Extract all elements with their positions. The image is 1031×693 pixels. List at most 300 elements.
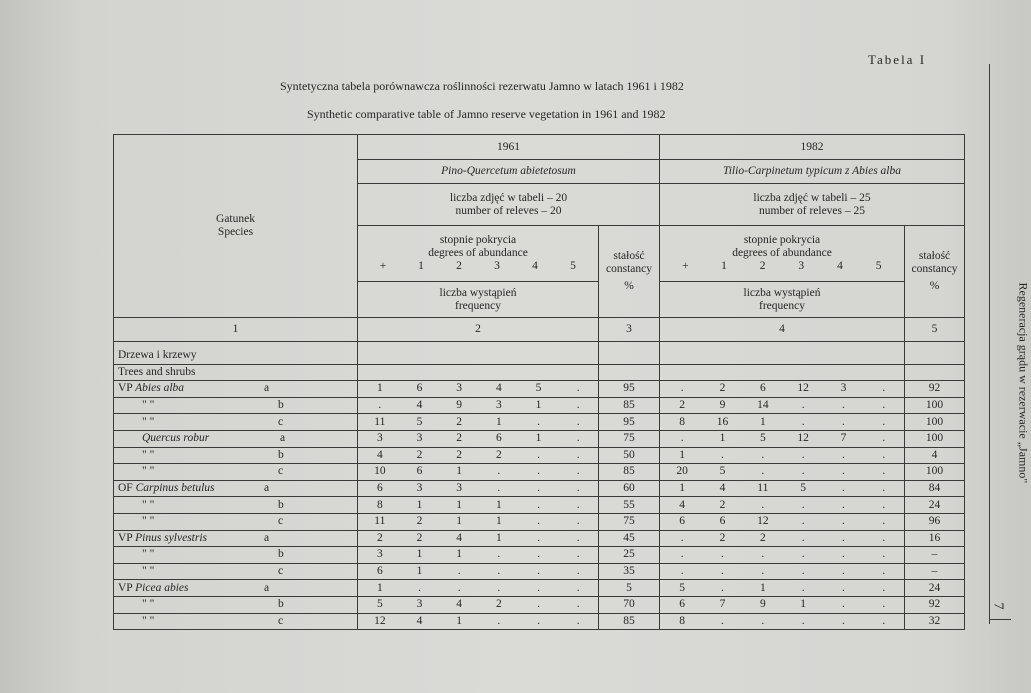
abundance-value: 8 [679, 614, 686, 627]
abundance-value: . [497, 548, 501, 561]
species-name: " " [142, 415, 155, 428]
vegetation-table [113, 134, 965, 630]
abundance-value: 5 [759, 432, 766, 445]
species-cell [114, 580, 358, 597]
abundance-value: 1 [456, 498, 463, 511]
abundance-value: . [576, 515, 580, 528]
abundance-value: 2 [679, 399, 686, 412]
abundance-value: . [418, 581, 421, 594]
year-1961: 1961 [358, 135, 660, 160]
constancy-1982 [905, 226, 965, 318]
constancy-1961-value: 85 [599, 464, 660, 481]
constancy-1961-value: 95 [599, 381, 660, 398]
layer-label: a [280, 432, 286, 445]
abundance-1961 [358, 226, 599, 282]
abundance-values-1961 [358, 464, 599, 481]
abund-col: 2 [759, 260, 766, 272]
abundance-label-pl: stopnie pokrycia [439, 234, 517, 246]
layer-label: c [278, 515, 284, 528]
constancy-1961-value: 25 [599, 547, 660, 564]
abund-col: 1 [721, 260, 727, 272]
table-row [114, 464, 965, 481]
species-cell [114, 497, 358, 514]
table-row [114, 596, 965, 613]
abundance-value: 1 [376, 382, 383, 395]
constancy-1982-value: 92 [905, 381, 965, 398]
abundance-value: . [882, 598, 886, 611]
abundance-value: 2 [376, 531, 383, 544]
abundance-value: 1 [679, 448, 686, 461]
abundance-value: . [801, 448, 805, 461]
abundance-value: 10 [374, 465, 386, 478]
table-row [114, 613, 965, 630]
constancy-1961-value: 85 [599, 613, 660, 630]
abundance-value: . [882, 498, 886, 511]
abundance-value: 3 [416, 482, 423, 495]
constancy-1961-value: 70 [599, 596, 660, 613]
abundance-value: 6 [376, 565, 383, 578]
constancy-1961-value: 5 [599, 580, 660, 597]
abundance-value: . [457, 581, 461, 594]
frequency-label-pl: liczba wystąpień [743, 286, 821, 299]
abundance-value: . [680, 382, 684, 395]
constancy-1961-value: 55 [599, 497, 660, 514]
abundance-value: . [761, 498, 765, 511]
constancy-1982-value: 92 [905, 596, 965, 613]
abundance-value: 5 [376, 598, 383, 611]
abundance-value: . [882, 565, 886, 578]
abundance-value: . [842, 498, 845, 511]
species-cell [114, 464, 358, 481]
constancy-1982-value: 100 [905, 414, 965, 431]
abundance-value: . [576, 581, 580, 594]
abundance-value: . [842, 415, 845, 428]
abundance-value: . [882, 399, 886, 412]
layer-label: b [278, 399, 284, 412]
abundance-value: 3 [416, 432, 423, 445]
abundance-values-1961 [358, 381, 599, 398]
abundance-value: . [576, 531, 580, 544]
layer-label: b [278, 598, 284, 611]
abundance-value: . [761, 448, 765, 461]
table-row [114, 530, 965, 547]
abundance-value: . [537, 465, 540, 478]
abundance-value: . [801, 581, 805, 594]
abundance-value: 4 [416, 614, 423, 627]
abundance-value: . [801, 399, 805, 412]
abundance-values-1961 [358, 397, 599, 414]
abundance-value: . [801, 498, 805, 511]
abundance-value: 1 [456, 614, 463, 627]
abundance-value: 12 [757, 515, 769, 528]
year-1982: 1982 [660, 135, 965, 160]
abundance-value: 12 [797, 432, 809, 445]
abundance-value: . [576, 448, 580, 461]
abundance-value: 3 [416, 598, 423, 611]
constancy-label-en: constancy [911, 263, 958, 275]
layer-label: b [278, 448, 284, 461]
species-name: VP Picea abies [118, 581, 189, 594]
abundance-value: . [882, 531, 886, 544]
abundance-value: 12 [374, 614, 386, 627]
abund-col: 5 [570, 260, 576, 272]
abundance-values-1961 [358, 414, 599, 431]
abundance-values-1982 [660, 563, 905, 580]
abundance-value: . [537, 415, 540, 428]
abundance-value: . [721, 614, 724, 627]
abundance-value: . [497, 482, 501, 495]
constancy-1961-value: 35 [599, 563, 660, 580]
table-row [114, 430, 965, 447]
abundance-value: 5 [719, 465, 726, 478]
species-name: " " [142, 515, 155, 528]
species-label-en: Species [217, 226, 254, 238]
abundance-value: . [576, 399, 580, 412]
abundance-value: 4 [456, 598, 463, 611]
species-name: " " [142, 399, 155, 412]
constancy-1961-value: 50 [599, 447, 660, 464]
abundance-value: 9 [456, 399, 463, 412]
abundance-value: 2 [495, 448, 502, 461]
abundance-value: . [721, 448, 724, 461]
abundance-values-1982 [660, 397, 905, 414]
abundance-value: 6 [679, 515, 686, 528]
abundance-value: . [721, 548, 724, 561]
abundance-value: 3 [456, 382, 463, 395]
abund-col: + [682, 260, 689, 272]
abundance-value: . [537, 598, 540, 611]
releves-1982-pl: liczba zdjęć w tabeli – 25 [753, 191, 871, 204]
abundance-value: 1 [495, 415, 502, 428]
abundance-value: 8 [679, 415, 686, 428]
constancy-1961-value: 85 [599, 397, 660, 414]
abundance-value: 16 [716, 415, 729, 428]
species-cell [114, 563, 358, 580]
caption-polish: Syntetyczna tabela porównawcza roślinności rezerwatu Jamno w latach 1961 i 1982 [280, 79, 684, 93]
abundance-value: . [576, 482, 580, 495]
abundance-value: . [842, 465, 845, 478]
abundance-values-1961 [358, 430, 599, 447]
abundance-values-1982 [660, 547, 905, 564]
abundance-value: . [801, 415, 805, 428]
abundance-value: 2 [759, 531, 766, 544]
abundance-values-1961 [358, 447, 599, 464]
abundance-value: . [882, 482, 886, 495]
abundance-values-1961 [358, 580, 599, 597]
abundance-value: 7 [719, 598, 726, 611]
abundance-value: 11 [374, 515, 386, 528]
table-row [114, 397, 965, 414]
species-cell [114, 447, 358, 464]
abundance-values-1982 [660, 613, 905, 630]
species-name: OF Carpinus betulus [118, 482, 215, 495]
abundance-value: . [801, 515, 805, 528]
abundance-value: 6 [679, 598, 686, 611]
abundance-value: 3 [456, 482, 463, 495]
abundance-label-en: degrees of abundance [428, 247, 528, 259]
frequency-label-pl: liczba wystąpień [439, 286, 517, 299]
abundance-value: . [801, 548, 805, 561]
abundance-value: 1 [759, 415, 766, 428]
abundance-value: 1 [679, 482, 686, 495]
abundance-value: 6 [719, 515, 726, 528]
constancy-label-pl: stałość [613, 250, 645, 262]
species-cell [114, 397, 358, 414]
abundance-value: 2 [416, 448, 423, 461]
table-row [114, 447, 965, 464]
species-name: VP Pinus sylvestris [118, 531, 208, 544]
abundance-value: 3 [495, 399, 502, 412]
abundance-value: 1 [535, 399, 542, 412]
abundance-values-1982 [660, 480, 905, 497]
constancy-1961-value: 75 [599, 513, 660, 530]
abundance-value: . [842, 515, 845, 528]
frequency-1961 [358, 282, 599, 318]
table-number: Tabela I [868, 52, 927, 67]
abundance-value: 1 [535, 432, 542, 445]
abundance-value: 14 [757, 399, 769, 412]
species-name: VP Abies alba [118, 382, 185, 395]
abundance-cols-1961 [358, 260, 598, 273]
abundance-value: . [537, 515, 540, 528]
table-row [114, 547, 965, 564]
abundance-value: . [497, 581, 501, 594]
abundance-value: 5 [416, 415, 423, 428]
abundance-value: 9 [719, 399, 726, 412]
page-number: 7 [990, 602, 1006, 610]
association-1982 [660, 160, 965, 184]
species-header [114, 135, 358, 318]
abundance-values-1982 [660, 497, 905, 514]
table-row [114, 381, 965, 398]
abundance-value: 1 [759, 581, 766, 594]
constancy-1982-value: – [905, 563, 965, 580]
abundance-value: . [761, 465, 765, 478]
abundance-value: 1 [416, 548, 423, 561]
association-1961 [358, 160, 660, 184]
constancy-label-en: constancy [606, 263, 652, 275]
abundance-value: . [576, 548, 580, 561]
abund-col: 2 [456, 260, 462, 272]
abundance-value: . [761, 548, 765, 561]
abundance-value: 2 [495, 598, 502, 611]
abund-col: 4 [837, 260, 843, 272]
table-row [114, 580, 965, 597]
abundance-values-1982 [660, 381, 905, 398]
abundance-value: 2 [416, 531, 423, 544]
abundance-value: 5 [535, 382, 542, 395]
col-num-4: 4 [660, 318, 905, 342]
abundance-value: 2 [456, 448, 463, 461]
abundance-value: . [842, 531, 845, 544]
constancy-1961-value: 75 [599, 430, 660, 447]
constancy-1982-value: 100 [905, 464, 965, 481]
abundance-values-1982 [660, 430, 905, 447]
abundance-values-1982 [660, 464, 905, 481]
abund-col: 1 [418, 260, 424, 272]
abundance-values-1982 [660, 530, 905, 547]
abund-col: 4 [532, 260, 538, 272]
layer-label: b [278, 548, 284, 561]
abundance-value: . [680, 531, 684, 544]
abundance-value: 1 [416, 565, 423, 578]
abundance-values-1961 [358, 480, 599, 497]
abundance-value: . [882, 465, 886, 478]
constancy-1982-value: 100 [905, 397, 965, 414]
abundance-value: . [537, 448, 540, 461]
abundance-value: 1 [376, 581, 383, 594]
abundance-value: 1 [456, 548, 463, 561]
abundance-value: . [801, 614, 805, 627]
page-number-rule [989, 619, 1011, 620]
abundance-value: 20 [676, 465, 688, 478]
abundance-value: . [842, 565, 845, 578]
abundance-value: 1 [456, 515, 463, 528]
abundance-value: . [537, 614, 540, 627]
abund-col: 5 [875, 260, 882, 272]
layer-label: c [278, 465, 284, 478]
table-row [114, 480, 965, 497]
abundance-values-1982 [660, 513, 905, 530]
abundance-values-1961 [358, 530, 599, 547]
abundance-value: . [457, 565, 461, 578]
abundance-label-pl: stopnie pokrycia [743, 234, 821, 246]
abundance-values-1982 [660, 414, 905, 431]
abundance-value: . [680, 432, 684, 445]
col-num-1: 1 [114, 318, 358, 342]
abundance-value: . [576, 465, 580, 478]
abundance-value: 1 [456, 465, 463, 478]
constancy-unit: % [929, 280, 940, 292]
abundance-value: 2 [719, 498, 726, 511]
species-cell [114, 381, 358, 398]
abundance-value: . [842, 598, 845, 611]
abundance-value: . [576, 498, 580, 511]
abundance-value: 8 [376, 498, 383, 511]
species-name: " " [142, 465, 155, 478]
col-num-5: 5 [905, 318, 965, 342]
constancy-1982-value: 84 [905, 480, 965, 497]
abundance-value: 1 [416, 498, 423, 511]
constancy-1982-value: 96 [905, 513, 965, 530]
side-rule [989, 64, 990, 624]
species-name: " " [142, 448, 155, 461]
abundance-value: 11 [757, 482, 769, 495]
constancy-1982-value: – [905, 547, 965, 564]
abundance-value: . [882, 432, 886, 445]
abundance-value: 9 [759, 598, 766, 611]
abundance-value: 4 [495, 382, 502, 395]
constancy-1982-value: 4 [905, 447, 965, 464]
layer-label: c [278, 415, 284, 428]
species-cell [114, 430, 358, 447]
layer-label: a [264, 482, 270, 495]
caption-english: Synthetic comparative table of Jamno reserve vegetation in 1961 and 1982 [307, 107, 666, 121]
col-num-2: 2 [358, 318, 599, 342]
abundance-value: . [842, 482, 845, 495]
abundance-value: . [801, 465, 805, 478]
constancy-1961 [599, 226, 660, 318]
constancy-1982-value: 24 [905, 580, 965, 597]
species-name: " " [142, 498, 155, 511]
abundance-value: 6 [759, 382, 766, 395]
abundance-value: 5 [800, 482, 807, 495]
abundance-values-1961 [358, 613, 599, 630]
species-cell [114, 530, 358, 547]
abund-col: 3 [798, 260, 805, 272]
abundance-values-1982 [660, 580, 905, 597]
abundance-value: . [842, 548, 845, 561]
constancy-1982-value: 32 [905, 613, 965, 630]
layer-label: a [264, 531, 270, 544]
abundance-value: . [497, 565, 501, 578]
species-cell [114, 414, 358, 431]
abundance-values-1961 [358, 563, 599, 580]
abundance-value: . [842, 399, 845, 412]
releves-1961-en: number of releves – 20 [455, 204, 562, 217]
species-label-pl: Gatunek [216, 213, 255, 225]
abundance-value: 7 [840, 432, 847, 445]
table-row [114, 414, 965, 431]
abundance-value: 11 [374, 415, 386, 428]
abundance-value: . [576, 382, 580, 395]
abundance-value: . [497, 614, 501, 627]
abundance-values-1961 [358, 513, 599, 530]
species-cell [114, 513, 358, 530]
association-1961-name: Pino-Quercetum abietetosum [441, 165, 576, 177]
abundance-value: . [537, 565, 540, 578]
abundance-value: . [882, 614, 886, 627]
abundance-value: 2 [416, 515, 423, 528]
table-row [114, 513, 965, 530]
abundance-value: . [721, 581, 724, 594]
constancy-1961-value: 95 [599, 414, 660, 431]
abundance-value: . [761, 565, 765, 578]
table-row [114, 497, 965, 514]
releves-1982-en: number of releves – 25 [758, 204, 866, 217]
abundance-value: 3 [376, 432, 383, 445]
group-label-pl: Drzewa i krzewy [114, 342, 358, 365]
releves-1961-pl: liczba zdjęć w tabeli – 20 [449, 191, 568, 204]
abundance-value: . [882, 448, 886, 461]
abundance-value: 1 [495, 498, 502, 511]
abundance-values-1961 [358, 497, 599, 514]
abundance-1982 [660, 226, 905, 282]
frequency-label-en: frequency [455, 299, 501, 312]
abundance-value: . [882, 548, 886, 561]
constancy-unit: % [624, 280, 634, 292]
species-cell [114, 547, 358, 564]
abundance-value: 4 [679, 498, 686, 511]
abundance-value: . [576, 614, 580, 627]
constancy-label-pl: stałość [918, 250, 951, 262]
abundance-value: . [842, 581, 845, 594]
abundance-value: 1 [495, 531, 502, 544]
abund-col: + [379, 260, 387, 272]
abundance-value: . [537, 498, 540, 511]
abund-col: 3 [494, 260, 500, 272]
species-name: " " [142, 598, 155, 611]
layer-label: a [264, 382, 270, 395]
group-label-en: Trees and shrubs [114, 364, 358, 381]
abundance-value: . [497, 465, 501, 478]
association-1982-name: Tilio-Carpinetum typicum z Abies alba [722, 165, 902, 177]
species-cell [114, 596, 358, 613]
abundance-value: . [842, 448, 845, 461]
abundance-value: . [882, 515, 886, 528]
abundance-label-en: degrees of abundance [732, 247, 832, 259]
species-name: Quercus robur [142, 432, 210, 445]
